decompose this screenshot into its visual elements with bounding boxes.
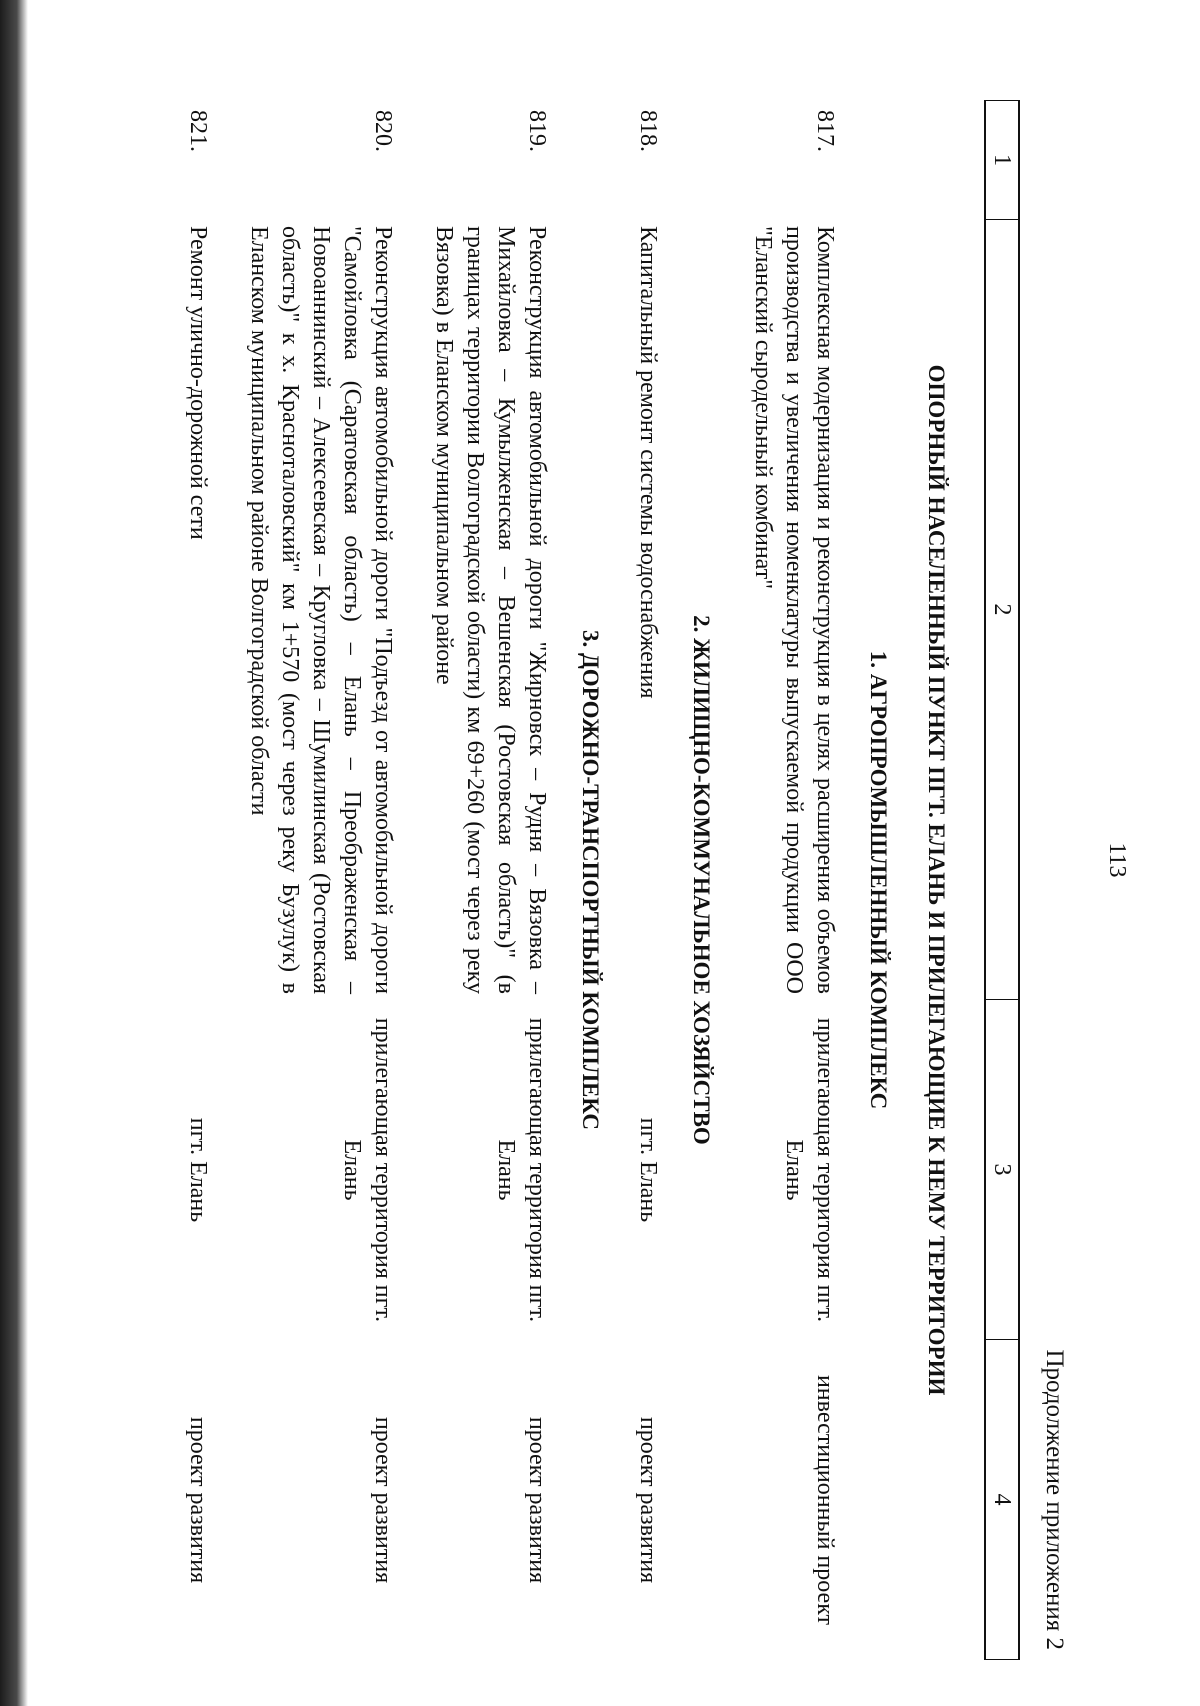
row-description: Реконструкция автомобильной дороги "Жирновск – Рудня – Вязовка – Михайловка – Кумылженская – Вешенская (Ростовская область)" (в границах территории Волгоградской области) км 69+260 (мост через реку Вязовка) в Еланском муниципальном районе	[431, 226, 550, 994]
main-title: ОПОРНЫЙ НАСЕЛЕННЫЙ ПУНКТ ПГТ. ЕЛАНЬ И ПРИЛЕГАЮЩИЕ К НЕМУ ТЕРРИТОРИИ	[924, 364, 949, 1396]
scan-edge-shadow	[0, 0, 28, 1706]
row-status: проект развития	[524, 1416, 550, 1584]
row-status: инвестиционный проект	[812, 1374, 838, 1626]
table-row-820	[243, 100, 398, 1660]
projects-table	[182, 100, 1020, 1660]
row-number: 821.	[185, 110, 211, 152]
row-location: прилегающая территория пгт. Елань	[781, 1017, 838, 1323]
row-description: Комплексная модернизация и реконструкция в целях расширения объемов производства и увеличения номенклатуры выпускаемой продукции ООО "Еланский сыродельный комбинат"	[750, 226, 838, 994]
row-location: пгт. Елань	[185, 1117, 211, 1223]
table-row-817	[747, 100, 840, 1660]
row-description: Капитальный ремонт системы водоснабжения	[635, 226, 661, 699]
row-status: проект развития	[370, 1416, 396, 1584]
column-header-1: 1	[986, 100, 1018, 220]
row-number: 820.	[370, 110, 396, 152]
table-row-818	[632, 100, 663, 1660]
column-header-3: 3	[986, 1000, 1018, 1340]
row-number: 817.	[812, 110, 838, 152]
row-status: проект развития	[635, 1416, 661, 1584]
section-title-agro: 1. АГРОПРОМЫШЛЕННЫЙ КОМПЛЕКС	[866, 650, 891, 1110]
row-location: прилегающая территория пгт. Елань	[493, 1017, 550, 1323]
column-header-2: 2	[986, 220, 1018, 1000]
row-number: 818.	[635, 110, 661, 152]
table-row-821	[182, 100, 213, 1660]
row-location: пгт. Елань	[635, 1117, 661, 1223]
row-location: прилегающая территория пгт. Елань	[339, 1017, 396, 1323]
page-number: 113	[1104, 842, 1130, 878]
row-description: Реконструкция автомобильной дороги "Подъезд от автомобильной дороги "Самойловка (Саратовская область) – Елань – Преображенская – Новоаннинский – Алексеевская – Кругловка – Шумилинская (Ростовская область)" к х. Красноталовский" км 1+570 (мост через реку Бузулук) в Еланском муниципальном районе Волгоградской области	[246, 226, 396, 994]
table-row-819	[428, 100, 552, 1660]
column-header-4: 4	[986, 1340, 1018, 1660]
row-number: 819.	[524, 110, 550, 152]
row-description: Ремонт улично-дорожной сети	[185, 226, 211, 540]
section-title-transport: 3. ДОРОЖНО-ТРАНСПОРТНЫЙ КОМПЛЕКС	[578, 629, 603, 1131]
row-status: проект развития	[185, 1416, 211, 1584]
section-title-housing: 2. ЖИЛИЩНО-КОММУНАЛЬНОЕ ХОЗЯЙСТВО	[689, 615, 714, 1145]
continuation-label: Продолжение приложения 2	[1041, 1349, 1068, 1650]
column-header-row	[984, 100, 1020, 1660]
rotated-page	[100, 40, 1160, 1680]
